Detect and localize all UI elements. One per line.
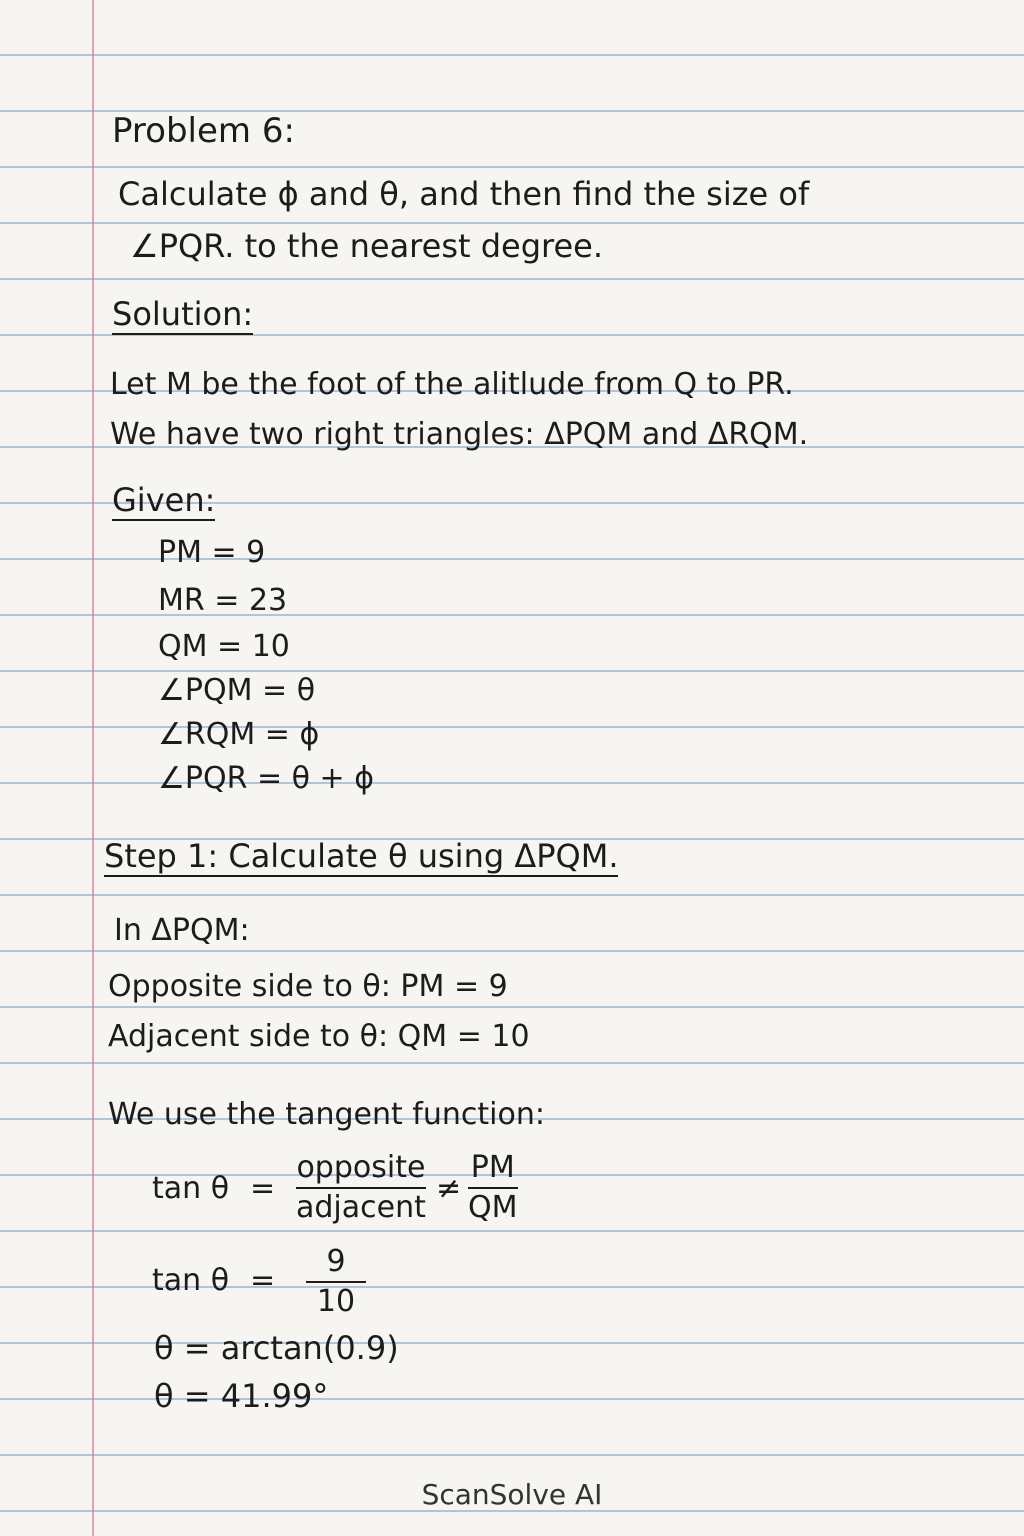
eq1-fraction-pm-qm [468,1152,518,1223]
eq4: θ = 41.99° [154,1377,329,1415]
given-item: ∠RQM = ϕ [158,717,320,752]
eq1-lhs: tan θ [152,1171,230,1206]
given-item: PM = 9 [158,535,266,570]
fraction-bar [296,1187,426,1189]
solution-heading: Solution: [112,295,254,333]
eq1-numerator2: PM [470,1150,515,1185]
given-item: ∠PQR = θ + ϕ [158,761,375,796]
eq3: θ = arctan(0.9) [154,1329,399,1367]
eq2-denominator: 10 [316,1283,356,1319]
footer-brand: ScanSolve AI [421,1478,603,1511]
margin-line [92,0,94,1536]
step1-tangent-intro: We use the tangent function: [108,1097,545,1132]
eq1-numerator: opposite [296,1150,426,1185]
given-item: MR = 23 [158,583,288,618]
eq2-lhs: tan θ [152,1263,230,1298]
problem-statement-line2: ∠PQR. to the nearest degree. [130,227,604,265]
problem-statement-line1: Calculate ϕ and θ, and then find the size of [118,175,810,213]
step1-in-triangle: In ΔPQM: [114,913,250,948]
given-item: ∠PQM = θ [158,673,316,708]
given-item: QM = 10 [158,629,290,664]
eq2-equals: = [250,1263,276,1298]
eq1-fraction-opposite-adjacent [296,1152,426,1223]
step1-heading: Step 1: Calculate θ using ΔPQM. [104,837,619,875]
eq2-numerator: 9 [326,1244,346,1279]
eq1-denominator: adjacent [296,1189,426,1225]
fraction-bar [468,1187,518,1189]
step1-adjacent: Adjacent side to θ: QM = 10 [108,1019,530,1054]
fraction-bar [306,1281,366,1283]
eq1-equals: = [250,1171,276,1206]
problem-heading: Problem 6: [112,111,295,151]
eq2-fraction [306,1246,366,1317]
eq1-denominator2: QM [468,1189,518,1225]
solution-line2: We have two right triangles: ΔPQM and ΔRQM. [110,417,809,452]
eq1-not-equal: ≠ [436,1171,462,1206]
step1-opposite: Opposite side to θ: PM = 9 [108,969,508,1004]
solution-line1: Let M be the foot of the alitlude from Q to PR. [110,367,794,402]
given-heading: Given: [112,481,216,519]
